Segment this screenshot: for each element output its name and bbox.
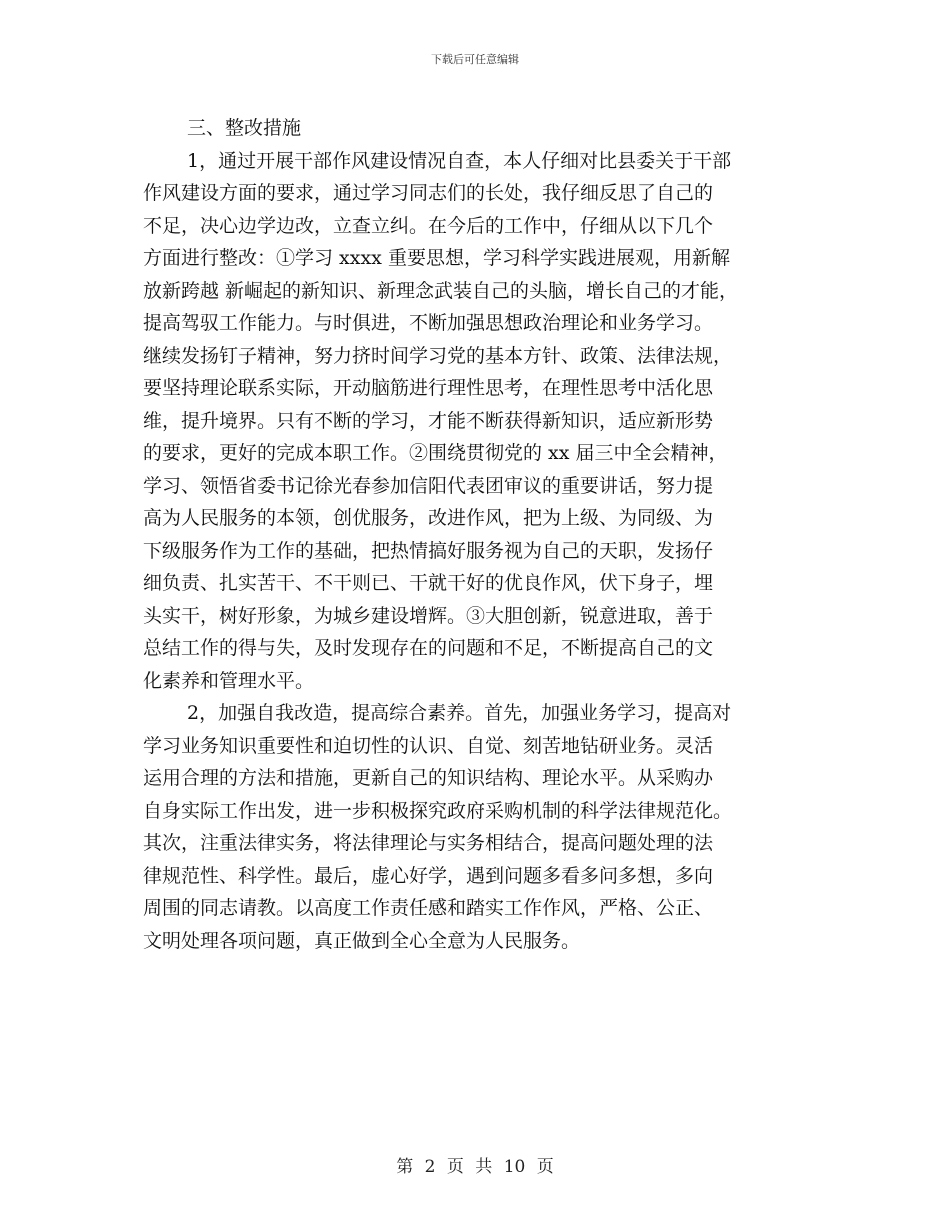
paragraph-2 <box>143 697 815 957</box>
document-body <box>143 112 815 957</box>
text-line: 学习、领悟省委书记徐光春参加信阳代表团审议的重要讲话，努力提 <box>143 474 714 497</box>
text-line: 的要求，更好的完成本职工作。②围绕贯彻党的 xx 届三中全会精神， <box>143 442 728 464</box>
text-line: 律规范性、科学性。最后，虚心好学，遇到问题多看多问多想，多向 <box>143 864 714 887</box>
text-line: 头实干，树好形象，为城乡建设增辉。③大胆创新，锐意进取，善于 <box>143 604 714 627</box>
page-header: 下载后可任意编辑 <box>431 53 519 66</box>
text-line: 运用合理的方法和措施，更新自己的知识结构、理论水平。从采购办 <box>143 767 714 789</box>
text-line: 化素养和管理水平。 <box>143 669 315 692</box>
text-line: 周围的同志请教。以高度工作责任感和踏实工作作风，严格、公正、 <box>143 897 714 919</box>
text-line: 1，通过开展干部作风建设情况自查，本人仔细对比县委关于干部 <box>187 149 732 172</box>
text-line: 不足，决心边学边改，立查立纠。在今后的工作中，仔细从以下几个 <box>143 214 714 237</box>
text-line: 要坚持理论联系实际，开动脑筋进行理性思考，在理性思考中活化思 <box>143 377 714 399</box>
text-line: 维，提升境界。只有不断的学习，才能不断获得新知识，适应新形势 <box>143 409 714 432</box>
text-line: 总结工作的得与失，及时发现存在的问题和不足，不断提高自己的文 <box>143 637 714 659</box>
page-number: 第 2 页 共 10 页 <box>396 1157 554 1177</box>
paragraph-1 <box>143 145 815 698</box>
text-line: 文明处理各项问题，真正做到全心全意为人民服务。 <box>143 929 581 952</box>
text-line: 继续发扬钉子精神，努力挤时间学习党的基本方针、政策、法律法规， <box>143 344 733 367</box>
text-line: 放新跨越 新崛起的新知识、新理念武装自己的头脑，增长自己的才能， <box>143 279 739 302</box>
text-line: 提高驾驭工作能力。与时俱进，不断加强思想政治理论和业务学习。 <box>143 312 714 334</box>
text-line: 高为人民服务的本领，创优服务，改进作风，把为上级、为同级、为 <box>143 507 714 529</box>
text-line: 学习业务知识重要性和迫切性的认识、自觉、刻苦地钻研业务。灵活 <box>143 734 714 757</box>
text-line: 2，加强自我改造，提高综合素养。首先，加强业务学习，提高对 <box>187 702 732 724</box>
section-title: 三、整改措施 <box>187 117 302 139</box>
text-line: 下级服务作为工作的基础，把热情搞好服务视为自己的天职，发扬仔 <box>143 539 714 562</box>
text-line: 细负责、扎实苦干、不干则已、干就干好的优良作风，伏下身子，埋 <box>143 572 714 594</box>
text-line: 方面进行整改：①学习 xxxx 重要思想，学习科学实践进展观，用新解 <box>143 247 730 269</box>
text-line: 其次，注重法律实务，将法律理论与实务相结合，提高问题处理的法 <box>143 832 714 854</box>
text-line: 作风建设方面的要求，通过学习同志们的长处，我仔细反思了自己的 <box>143 182 714 204</box>
text-line: 自身实际工作出发，进一步积极探究政府采购机制的科学法律规范化。 <box>143 799 733 822</box>
